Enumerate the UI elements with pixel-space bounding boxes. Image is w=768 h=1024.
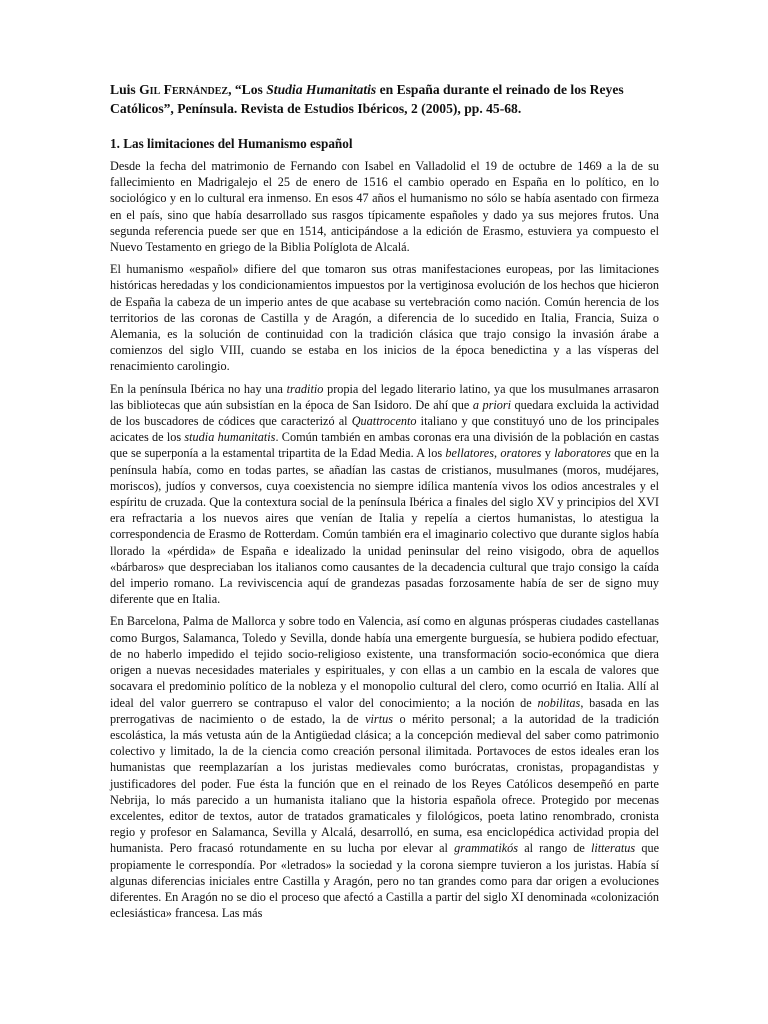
- italic-term: studia humanitatis: [184, 430, 276, 445]
- paragraph-text: quedara excluida la actividad de los buscadores de códices que caracterizó al: [110, 397, 660, 429]
- paragraph-1: Desde la fecha del matrimonio de Fernando con Isabel en Valladolid el 19 de octubre de 1469 a la de su fallecimiento en Madrigalejo el 25 de enero de 1516 el cambio operado en España en lo político, en lo sociológico y en lo cultural era inmenso. En esos 47 años el humanismo no sólo se había asentado con firmeza en el país, sino que había desarrollado sus rasgos típicamente españoles y dado ya sus mejores frutos. Una segunda referencia puede ser que en 1514, anticipándose a la edición de Erasmo, estuviera ya compuesto el Nuevo Testamento en griego de la Biblia Políglota de Alcalá.: [110, 159, 659, 255]
- italic-term: grammatikós: [454, 841, 519, 856]
- paragraph-text: ,: [493, 446, 501, 461]
- section-heading: 1. Las limitaciones del Humanismo español: [110, 136, 353, 151]
- paragraph-text: italiano y que constituyó uno de los principales acicates de los: [110, 414, 659, 445]
- italic-term: litteratus: [590, 841, 636, 856]
- paragraph-3: [110, 381, 659, 608]
- italic-term: oratores: [500, 446, 542, 461]
- paragraph-text: En Barcelona, Palma de Mallorca y sobre todo en Valencia, así como en algunas prósperas ciudades castellanas como Burgos, Salamanca, Toledo y Sevilla, donde había una emergente burguesía, se hubiera podido efectuar, de no haberlo impedido el tejido socio-religioso existente, una transformación socio-económica que diera origen a nuevas necesidades materiales y espirituales, y con ellas a un cambio en la escala de valores que socavara el predominio político de la nobleza y el monopolio cultural del clero, como ocurrió en Italia. Allí al ideal del valor guerrero se contrapuso el valor del conocimiento; a la noción de: [110, 614, 659, 710]
- paragraph-text: En la península Ibérica no hay una: [110, 381, 287, 396]
- paragraph-2: El humanismo «español» difiere del que tomaron sus otras manifestaciones europeas, por las limitaciones históricas heredadas y los condicionamientos impuestos por la vertiginosa evolución de los hechos que hicieron de España la cabeza de un imperio antes de que acabase su vertebración como nación. Común herencia de los territorios de las coronas de Castilla y de Aragón, a diferencia de lo sucedido en Italia, Francia, Suiza o Alemania, es la solución de continuidad con la tradición clásica que trajo consigo la invasión árabe a comienzos del siglo VIII, cuando se estaba en los inicios de la época benedictina y a las vísperas del renacimiento carolingio.: [110, 262, 659, 374]
- paragraph-text: o mérito personal; a la autoridad de la tradición escolástica, la más vetusta aún de la Antigüedad clásica; a la concepción medieval del saber como patrimonio colectivo y limitado, la de la ciencia como creación personal ilimitada. Portavoces de estos ideales eran los humanistas que reemplazarían a los juristas medievales como burócratas, cronistas, propagandistas y justificadores del poder. Fue ésta la función que en el reinado de los Reyes Católicos desempeñó en parte Nebrija, lo más parecido a un humanista italiano que la historia española ofrece. Protegido por mecenas excelentes, editor de textos, autor de tratados gramaticales y filológicos, poeta latino renombrado, cronista regio y profesor en Salamanca, Sevilla y Alcalá, desarrolló, en suma, esa enciclopédica actividad propia del humanista. Pero fracasó rotundamente en su lucha por elevar al: [110, 711, 660, 856]
- document-page: [110, 81, 659, 927]
- italic-term: virtus: [365, 711, 393, 726]
- citation-journal: Península. Revista de Estudios Ibéricos, 2 (2005), pp. 45-68.: [177, 100, 522, 116]
- paragraph-4: [110, 613, 659, 921]
- paragraph-text: , basada en las prerrogativas de nacimiento o de estado, la de: [110, 695, 659, 726]
- italic-term: a priori: [472, 397, 512, 412]
- paragraph-text: al rango de: [518, 841, 591, 856]
- paragraph-text: y: [541, 446, 555, 461]
- author-first-name: Luis: [110, 82, 136, 97]
- bibliographic-citation: [110, 81, 659, 118]
- italic-term: laboratores: [554, 446, 611, 461]
- citation-title-italic: Studia Humanitatis: [266, 82, 377, 97]
- citation-quote-open: , “Los: [228, 82, 267, 97]
- italic-term: bellatores: [445, 446, 494, 461]
- paragraph-text: propia del legado literario latino, ya que los musulmanes arrasaron las bibliotecas que aún subsistían en la época de San Isidoro. De ahí que: [110, 381, 659, 412]
- paragraph-text: que en la península había, como en todas partes, se añadían las castas de cristianos, musulmanes (moros, mudéjares, moriscos), judíos y conversos, cuya coexistencia no siempre idílica mantenía vivos los odios ancestrales y el espíritu de cruzada. Que la contextura social de la península Ibérica a finales del siglo XV y principios del XVI era refractaria a los nuevos aires que venían de Italia y repelía a ciertos humanistas, lo atestigua la correspondencia de Erasmo de Rotterdam. Común también era el imaginario colectivo que durante siglos había llorado la «pérdida» de España e idealizado la unidad peninsular del reino visigodo, obra de aquellos «bárbaros» que despreciaban los italianos como causantes de la decadencia cultural que trajo consigo la caída del imperio romano. La reviviscencia aquí de grandezas pasadas forzosamente había de ser de signo muy diferente que en Italia.: [110, 446, 660, 607]
- paragraph-text: que propiamente le correspondía. Por «letrados» la sociedad y la corona siempre tuvieron a los juristas. Había sí algunas diferencias iniciales entre Castilla y Aragón, pero no tan grandes como para dar origen a evoluciones diferentes. En Aragón no se dio el proceso que afectó a Castilla a partir del siglo XI denominada «colonización eclesiástica» francesa. Las más: [110, 841, 660, 921]
- citation-title-rest: en España durante el reinado de los Reyes Católicos”,: [110, 82, 624, 116]
- italic-term: nobilitas: [537, 695, 581, 710]
- author-last-name: Gil Fernández: [139, 82, 229, 97]
- paragraph-text: . Común también en ambas coronas era una división de la población en castas que se superponía a la estamental tripartita de la Edad Media. A los: [110, 430, 659, 461]
- italic-term: Quattrocento: [351, 414, 417, 429]
- italic-term: traditio: [286, 381, 324, 396]
